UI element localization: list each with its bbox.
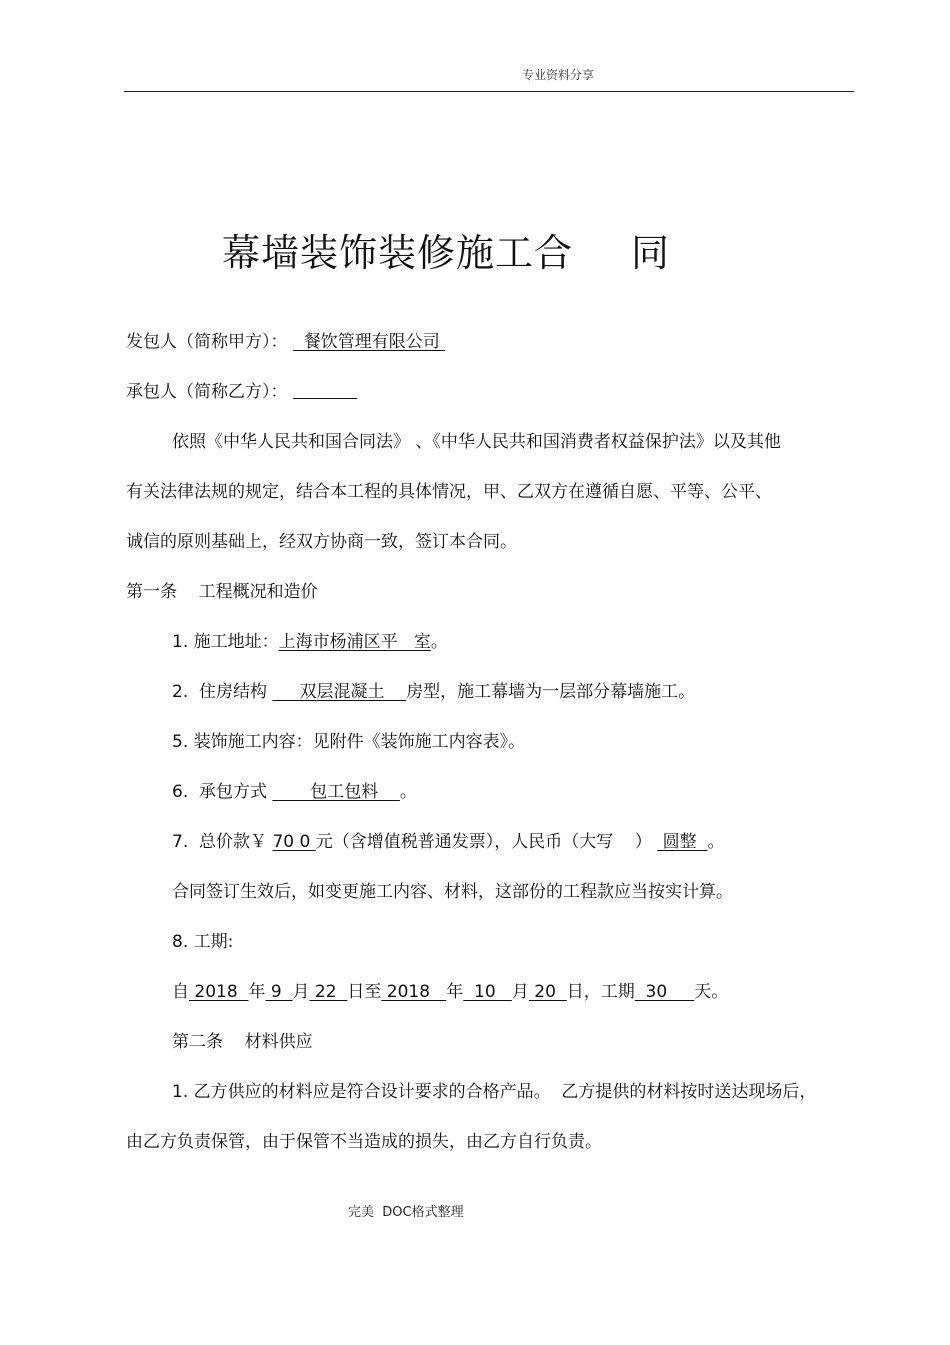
month-label-1: 月	[292, 982, 310, 1002]
item7-mid: 元（含增值税普通发票），人民币（大写 ）	[315, 832, 658, 852]
intro-line-3: 诚信的原则基础上，经双方协商一致，签订本合同。	[126, 532, 517, 552]
item6-value: 包工包料	[272, 782, 400, 802]
duration-days: 30	[634, 982, 695, 1002]
day-label-2: 日，工期	[566, 982, 635, 1002]
item7-amount: 70 0	[272, 832, 316, 852]
article1-item1	[172, 632, 448, 652]
item7-end: 。	[707, 832, 725, 852]
item6-end: 。	[399, 782, 417, 802]
intro-line-1: 依照《中华人民共和国合同法》 、《中华人民共和国消费者权益保护法》以及其他	[172, 432, 781, 452]
start-year: 2018	[189, 982, 249, 1002]
intro-line-2: 有关法律法规的规定，结合本工程的具体情况，甲、乙双方在遵循自愿、平等、公平、	[126, 482, 772, 502]
days-label: 天。	[694, 982, 729, 1002]
day-label-1: 日至	[347, 982, 382, 1002]
party-a-label: 发包人（简称甲方）：	[126, 332, 288, 352]
start-month: 9	[265, 982, 293, 1002]
party-b-label: 承包人（简称乙方）：	[126, 382, 288, 402]
page-footer: 完美 DOC格式整理	[348, 1205, 464, 1220]
party-a-line	[126, 332, 445, 352]
party-b-blank	[293, 382, 357, 399]
end-month: 10	[463, 982, 512, 1002]
end-day: 20	[528, 982, 567, 1002]
item6-label: 6. 承包方式	[172, 782, 273, 802]
article1-item8: 8. 工期:	[172, 932, 234, 952]
party-a-value: 餐饮管理有限公司	[292, 332, 446, 352]
article2-item1-line2: 由乙方负责保管，由于保管不当造成的损失，由乙方自行负责。	[126, 1132, 602, 1152]
article1-note: 合同签订生效后，如变更施工内容、材料，这部份的工程款应当按实计算。	[172, 882, 733, 902]
month-label-2: 月	[511, 982, 529, 1002]
party-b-line	[126, 382, 357, 402]
article1-item5: 5. 装饰施工内容：见附件《装饰施工内容表》。	[172, 732, 526, 752]
item1-end: 。	[430, 632, 448, 652]
header-rule	[124, 91, 854, 92]
article1-heading: 第一条 工程概况和造价	[126, 582, 318, 602]
item2-end: 房型，施工幕墙为一层部分幕墙施工。	[406, 682, 696, 702]
period-from: 自	[172, 982, 189, 1002]
article1-item7	[172, 832, 724, 852]
page-header: 专业资料分享	[522, 68, 595, 82]
item1-value: 上海市杨浦区平 室	[278, 632, 431, 652]
article2-heading: 第二条 材料供应	[172, 1032, 313, 1052]
construction-period	[172, 982, 728, 1002]
title-part1: 幕墙装饰装修施工合	[222, 231, 574, 275]
start-day: 22	[309, 982, 348, 1002]
item7-words: 圆整	[657, 832, 708, 852]
item1-label: 1. 施工地址：	[172, 632, 279, 652]
article2-item1-line1: 1. 乙方供应的材料应是符合设计要求的合格产品。 乙方提供的材料按时送达现场后，	[172, 1082, 817, 1102]
item7-label: 7. 总价款￥	[172, 832, 273, 852]
end-year: 2018	[381, 982, 447, 1002]
document-title	[222, 222, 670, 277]
year-label-2: 年	[446, 982, 464, 1002]
item2-label: 2. 住房结构	[172, 682, 273, 702]
article1-item6	[172, 782, 417, 802]
year-label-1: 年	[248, 982, 266, 1002]
item2-value: 双层混凝土	[272, 682, 407, 702]
article1-item2	[172, 682, 695, 702]
title-part2: 同	[631, 231, 671, 275]
